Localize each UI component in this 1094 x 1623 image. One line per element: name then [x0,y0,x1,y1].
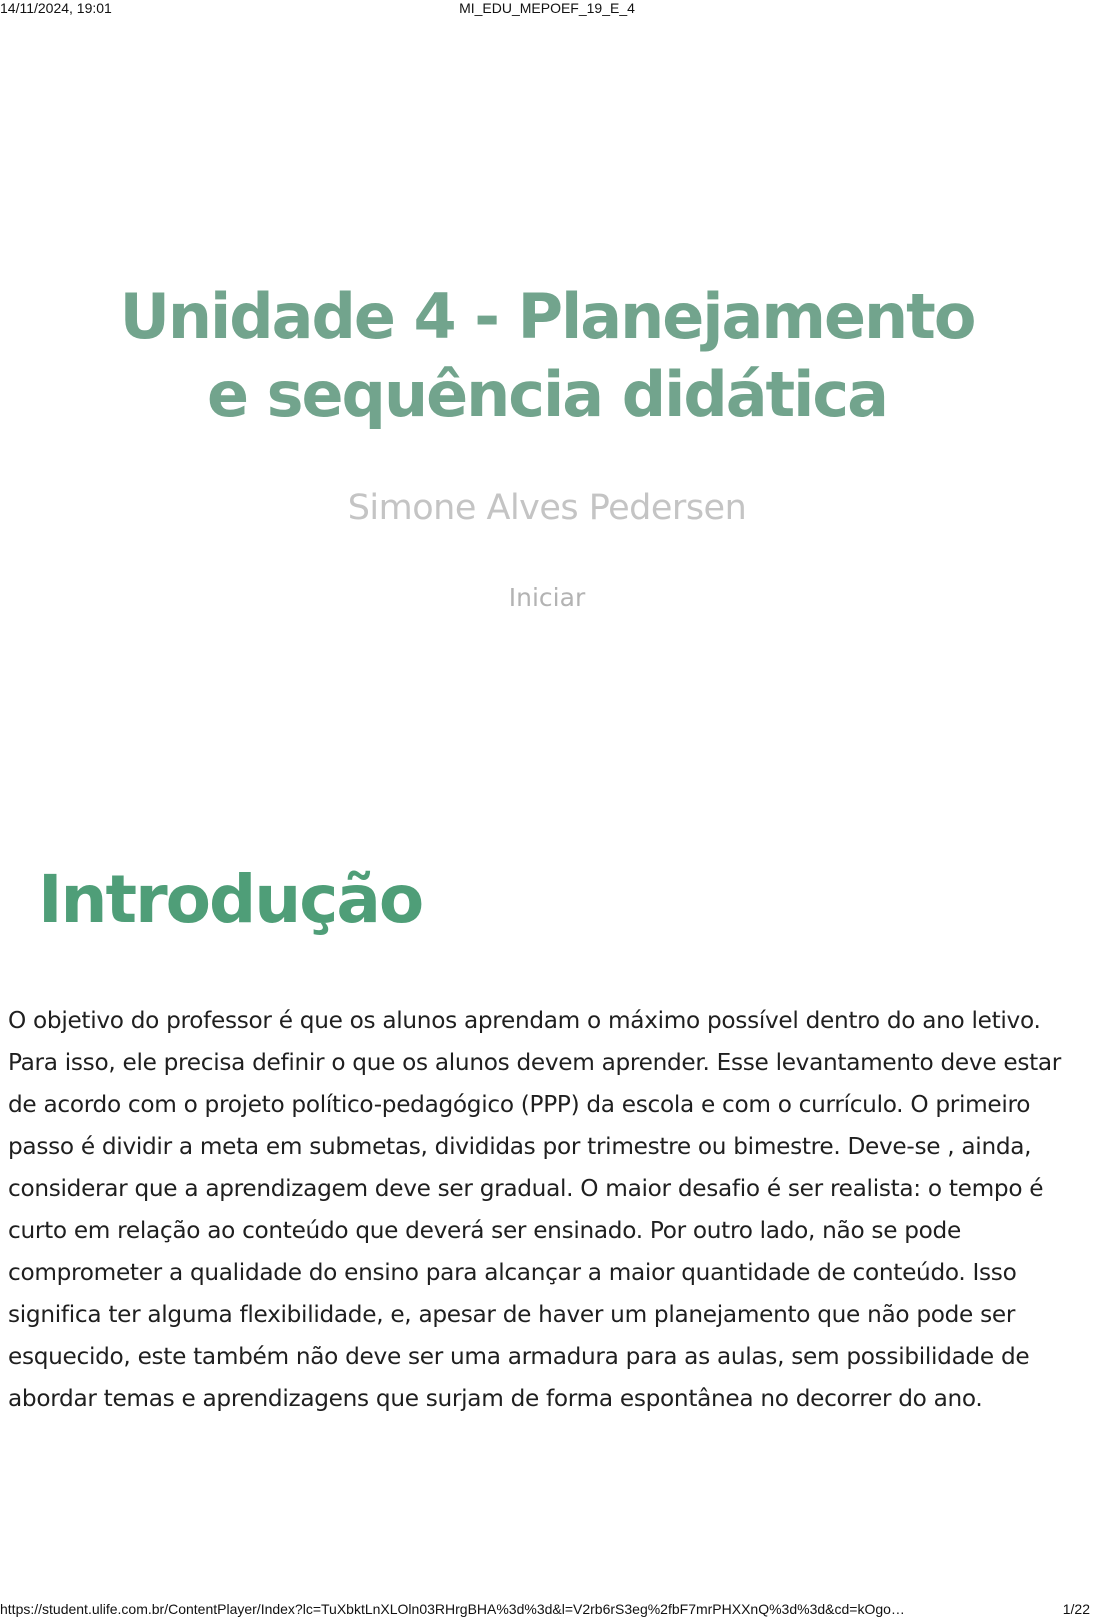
start-button[interactable]: Iniciar [508,583,586,612]
cover-section [0,278,1094,614]
print-document-title: MI_EDU_MEPOEF_19_E_4 [459,0,635,16]
print-date: 14/11/2024, 19:01 [0,0,112,16]
introduction-heading: Introdução [38,861,423,938]
print-page-number: 1/22 [1062,1601,1090,1617]
print-footer [0,1601,1094,1623]
introduction-body: O objetivo do professor é que os alunos aprendam o máximo possível dentro do ano letivo. Para isso, ele precisa definir o que os alunos devem aprender. Esse levantamento deve estar de acordo com o projeto político-pedagógico (PPP) da escola e com o currículo. O primeiro passo é dividir a meta em submetas, divididas por trimestre ou bimestre. Deve-se , ainda, considerar que a aprendizagem deve ser gradual. O maior desafio é ser realista: o tempo é curto em relação ao conteúdo que deverá ser ensinado. Por outro lado, não se pode comprometer a qualidade do ensino para alcançar a maior quantidade de conteúdo. Isso significa ter alguma flexibilidade, e, apesar de haver um planejamento que não pode ser esquecido, este também não deve ser uma armadura para as aulas, sem possibilidade de abordar temas e aprendizagens que surjam de forma espontânea no decorrer do ano. [8,1007,1062,1412]
print-url: https://student.ulife.com.br/ContentPlayer/Index?lc=TuXbktLnXLOln03RHrgBHA%3d%3d&l=V2rb6rS3eg%2fbF7mrPHXXnQ%3d%3d&cd=kOgo… [0,1601,905,1617]
author-name: Simone Alves Pedersen [347,488,747,528]
print-header [0,0,1094,20]
unit-title: Unidade 4 - Planejamento e sequência didática [119,280,975,431]
